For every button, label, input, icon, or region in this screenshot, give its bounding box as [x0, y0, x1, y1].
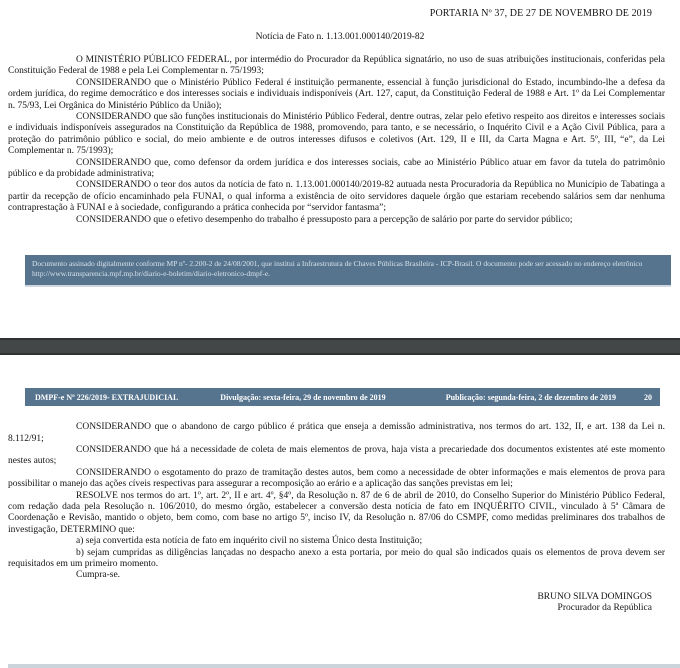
- page-divider-bar: [0, 338, 680, 355]
- paragraph: CONSIDERANDO que, como defensor da ordem jurídica e dos interesses sociais, cabe ao Ministério Público atuar em favor da tutela do patrimônio público e da probidade administrativa;: [8, 157, 665, 180]
- portaria-body-part2: [8, 422, 665, 582]
- paragraph: b) sejam cumpridas as diligências lançadas no despacho anexo a esta portaria, por meio do qual são indicados quais os elementos de prova devem ser requisitados em um primeiro momento.: [8, 547, 665, 569]
- paragraph: CONSIDERANDO que são funções institucionais do Ministério Público Federal, dentre outras, zelar pelo efetivo respeito aos direitos e interesses sociais e individuais indisponíveis assegurados na Constituição da República de 1988, promovendo, para tanto, e se necessário, o Inquérito Civil e a Ação Civil Pública, para a proteção do patrimônio público e social, do meio ambiente e de outros interesses difusos e coletivos (Art. 129, II e III, da Carta Magna e Art. 5º, III, “e”, da Lei Complementar n. 75/1993);: [8, 112, 665, 157]
- paragraph: CONSIDERANDO que o efetivo desempenho do trabalho é pressuposto para a percepção de salário por parte do servidor público;: [76, 214, 573, 225]
- paragraph: O MINISTÉRIO PÚBLICO FEDERAL, por intermédio do Procurador da República signatário, no uso de suas atribuições institucionais, conferidas pela Constituição Federal de 1988 e pela Lei Complementar n. 75/1993;: [8, 55, 665, 77]
- paragraph: CONSIDERANDO o teor dos autos da notícia de fato n. 1.13.001.000140/2019-82 autuada nesta Procuradoria da República no Município de Tabatinga a partir da recepção de ofício encaminhado pela FUNAI, o qual informa a existência de oito servidores daquele órgão que estariam recebendo salários sem dar nenhuma contraprestação à FUNAI e à sociedade, configurando a prática conhecida por “servidor fantasma”;: [8, 180, 665, 214]
- signatory-role: Procurador da República: [557, 603, 652, 614]
- paragraph: CONSIDERANDO o esgotamento do prazo de tramitação destes autos, bem como a necessidade de obter informações e mais elementos de prova para possibilitar o manejo das ações cíveis respectivas para assegurar a recomposição ao erário e a aplicação das sanções previstas em lei;: [8, 467, 665, 490]
- masthead-bar: [25, 388, 660, 406]
- gazette-page: [0, 8, 680, 668]
- paragraph: CONSIDERANDO que o abandono de cargo público é prática que enseja a demissão administrativa, nos termos do art. 132, II, e art. 138 da Lei n. 8.112/91;: [8, 422, 665, 444]
- paragraph: CONSIDERANDO que há a necessidade de coleta de mais elementos de prova, haja vista a precariedade dos documentos existentes até este momento nestes autos;: [8, 444, 665, 467]
- masthead-publicacao: Publicação: segunda-feira, 2 de dezembro de 2019: [445, 392, 616, 402]
- masthead-edition: DMPF-e Nº 226/2019- EXTRAJUDICIAL: [35, 392, 179, 402]
- paragraph: Cumpra-se.: [76, 570, 121, 581]
- paragraph: RESOLVE nos termos do art. 1º, art. 2º, II e art. 4º, §4º, da Resolução n. 87 de 6 de abril de 2010, do Conselho Superior do Ministério Público Federal, com redação dada pela Resolução n. 106/2010, do mesmo órgão, estabelecer a conversão desta notícia de fato em INQUÉRITO CIVIL, vinculado à 5ª Câmara de Coordenação e Revisão, mantido o objeto, bem como, com base no artigo 5º, inciso IV, da Resolução n. 87/06 do CSMPF, como medidas preliminares dos trabalhos de investigação, DETERMINO que:: [8, 490, 665, 535]
- portaria-body-part1: [8, 55, 665, 226]
- digital-signature-banner: Documento assinado digitalmente conforme MP nº- 2.200-2 de 24/08/2001, que institui a Infraestrutura de Chaves Públicas Brasileira - ICP-Brasil. O documento pode ser acessado no endereço eletrônico http://www.transparencia.mpf.mp.br/diario-e-boletim/diario-eletronico-dmpf-e.: [25, 255, 671, 285]
- next-banner-edge: [8, 664, 680, 668]
- noticia-fato-reference: Notícia de Fato n. 1.13.001.000140/2019-82: [255, 32, 425, 42]
- signature-block: [0, 592, 680, 615]
- signatory-name: BRUNO SILVA DOMINGOS: [537, 591, 652, 602]
- paragraph: a) seja convertida esta notícia de fato em inquérito civil no sistema Único desta Instituição;: [76, 536, 423, 547]
- masthead-divulgacao: Divulgação: sexta-feira, 29 de novembro de 2019: [220, 392, 386, 402]
- portaria-title: PORTARIA Nº 37, DE 27 DE NOVEMBRO DE 2019: [429, 8, 652, 19]
- masthead-page-number: 20: [644, 392, 652, 402]
- paragraph: CONSIDERANDO que o Ministério Público Federal é instituição permanente, essencial à função jurisdicional do Estado, incumbindo-lhe a defesa da ordem jurídica, do regime democrático e dos interesses sociais e individuais indisponíveis (Art. 127, caput, da Constituição Federal de 1988 e Art. 1º da Lei Complementar n. 75/93, Lei Orgânica do Ministério Público da União);: [8, 77, 665, 111]
